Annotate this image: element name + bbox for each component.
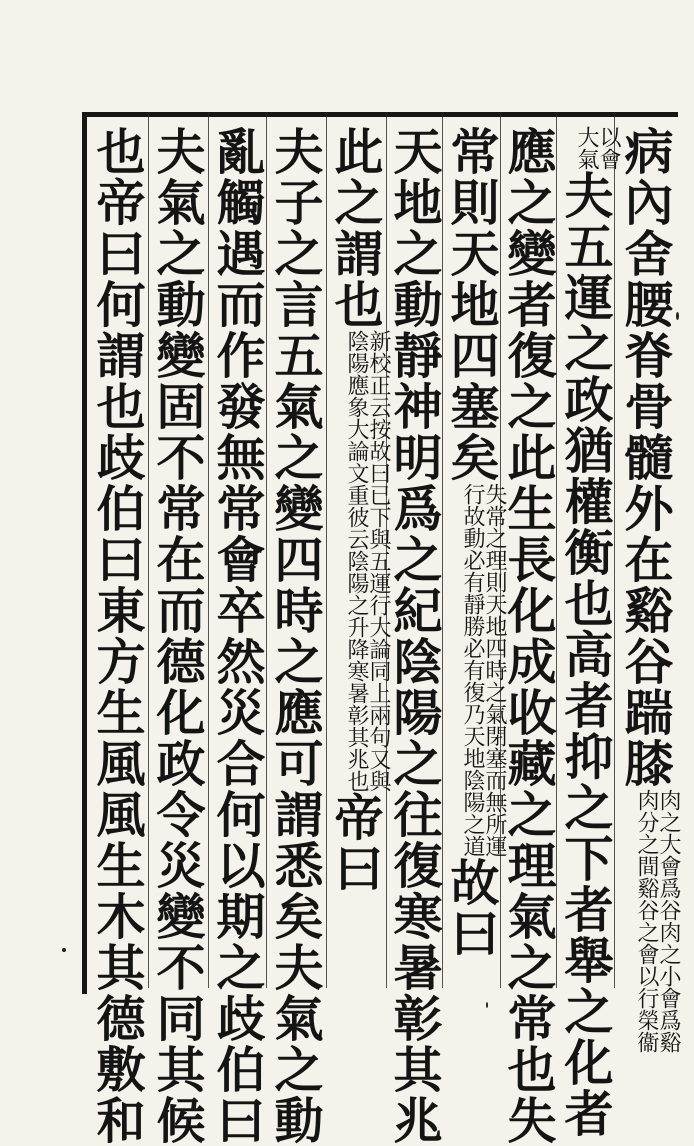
annotation-note xyxy=(345,330,389,792)
main-text: 常則天地四塞矣 xyxy=(443,126,501,483)
main-text: 天地之動靜神明爲之紀陰陽之往復寒暑彰其兆 xyxy=(386,126,444,1146)
ink-speck xyxy=(486,1002,488,1008)
main-text: 夫五運之政猶權衡也高者抑之下者舉之化者 xyxy=(557,170,615,1139)
text-column-9 xyxy=(149,126,207,1146)
main-text: 故曰 xyxy=(443,857,501,959)
main-text: 帝曰 xyxy=(327,792,385,894)
ink-speck xyxy=(676,312,679,320)
text-column-8 xyxy=(209,126,267,1146)
text-column-5 xyxy=(386,126,444,1146)
text-column-1 xyxy=(617,126,681,1053)
main-text: 病內舍腰脊骨髓外在谿谷踹膝 xyxy=(617,126,675,789)
text-column-4 xyxy=(443,126,507,959)
annotation-line: 新校正云按故曰已下與五運行大論同上兩句又與 xyxy=(366,330,391,792)
main-text: 夫氣之動變固不常在而德化政令災變不同其候 xyxy=(149,126,207,1146)
main-text: 此之謂也 xyxy=(327,126,385,330)
text-column-2 xyxy=(557,126,621,1139)
annotation-line: 行故動必有靜勝必有復乃天地陰陽之道 xyxy=(460,483,485,857)
text-column-7 xyxy=(267,126,325,1146)
annotation-note xyxy=(461,483,505,857)
text-column-6 xyxy=(327,126,391,894)
annotation-line: 以會 xyxy=(596,126,621,170)
main-text: 也帝曰何謂也歧伯曰東方生風風生木其德敷和 xyxy=(89,126,147,1146)
main-text: 應之變者復之此生長化成收藏之理氣之常也失 xyxy=(500,126,558,1146)
text-column-10 xyxy=(89,126,147,1146)
annotation-note xyxy=(575,126,619,170)
annotation-line: 陰陽應象大論文重彼云陰陽之升降寒暑彰其兆也 xyxy=(344,330,369,792)
annotation-line: 肉分之間谿谷之會以行榮衞 xyxy=(634,789,659,1053)
annotation-note xyxy=(635,789,679,1053)
annotation-line: 肉之大會爲谷肉之小會爲谿 xyxy=(656,789,681,1053)
text-column-3 xyxy=(500,126,558,1146)
main-text: 亂觸遇而作發無常會卒然災合何以期之歧伯曰 xyxy=(209,126,267,1146)
ink-speck xyxy=(62,948,66,952)
main-text: 夫子之言五氣之變四時之應可謂悉矣夫氣之動 xyxy=(267,126,325,1146)
annotation-line: 大氣 xyxy=(574,126,599,170)
annotation-line: 失常之理則天地四時之氣閉塞而無所運 xyxy=(482,483,507,857)
